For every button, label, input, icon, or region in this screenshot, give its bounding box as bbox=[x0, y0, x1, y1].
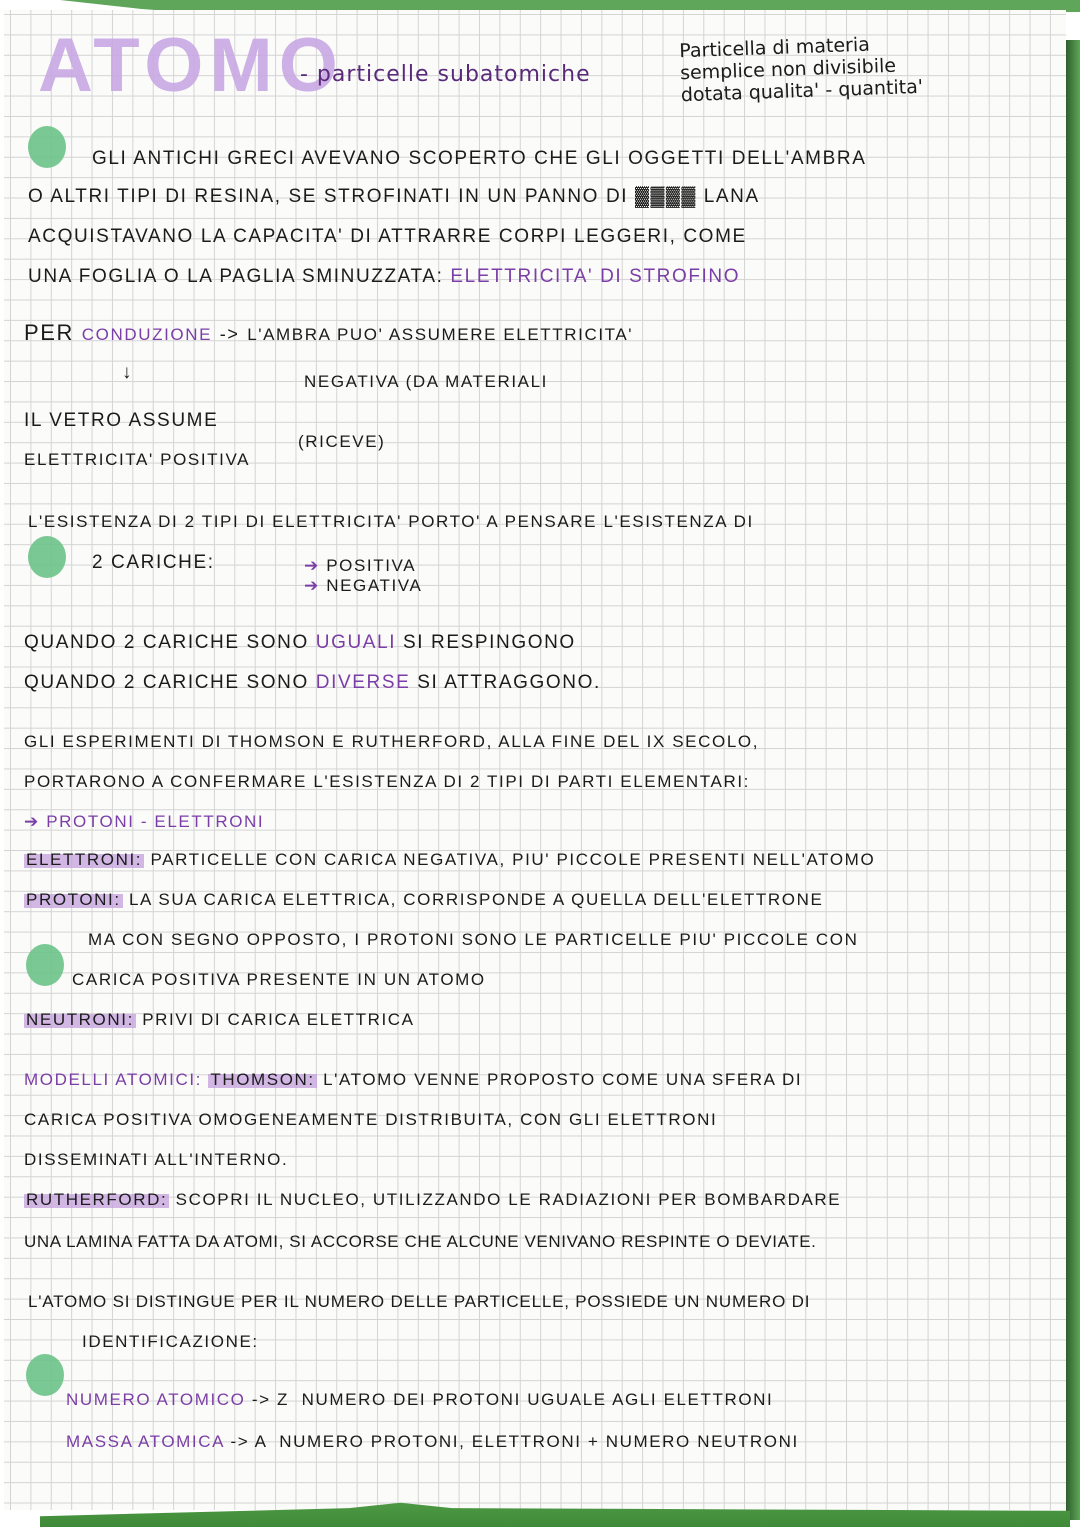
list-item bbox=[24, 812, 264, 832]
text-line: IL VETRO ASSUME bbox=[24, 410, 219, 431]
highlighted-term: ELETTRONI: bbox=[26, 850, 143, 869]
highlighted-term: THOMSON: bbox=[210, 1070, 315, 1089]
text-line: DISSEMINATI ALL'INTERNO. bbox=[24, 1150, 289, 1169]
arrow-bullet-icon: ➔ bbox=[304, 576, 320, 595]
list-item-label: PROTONI - ELETTRONI bbox=[46, 812, 265, 831]
text-fragment: SI ATTRAGGONO. bbox=[417, 672, 601, 693]
definition-line: semplice non divisibile bbox=[679, 54, 897, 85]
key-term: NUMERO ATOMICO bbox=[66, 1390, 246, 1409]
highlighted-term: NEUTRONI: bbox=[26, 1010, 134, 1029]
key-term: ELETTRICITA' DI STROFINO bbox=[450, 266, 741, 287]
symbol: -> Z bbox=[251, 1390, 289, 1409]
down-arrow-icon: ↓ bbox=[122, 362, 134, 383]
definition-line: Particella di materia bbox=[678, 33, 871, 63]
key-term: UGUALI bbox=[315, 632, 397, 653]
binder-hole bbox=[26, 1354, 64, 1396]
text-line: 2 CARICHE: bbox=[92, 552, 215, 573]
text-line bbox=[24, 320, 633, 346]
text-fragment: QUANDO 2 CARICHE SONO bbox=[24, 672, 309, 693]
text-line: UNA LAMINA FATTA DA ATOMI, SI ACCORSE CHE ALCUNE VENIVANO RESPINTE O DEVIATE. bbox=[24, 1232, 817, 1251]
text-fragment: LA SUA CARICA ELETTRICA, CORRISPONDE A QUELLA DELL'ELETTRONE bbox=[129, 890, 824, 909]
text-line bbox=[24, 1070, 802, 1090]
text-fragment: SCOPRI IL NUCLEO, UTILIZZANDO LE RADIAZIONI PER BOMBARDARE bbox=[175, 1190, 842, 1209]
arrow-bullet-icon: ➔ bbox=[304, 556, 320, 575]
text-line: (RICEVE) bbox=[298, 432, 386, 451]
text-line: GLI ESPERIMENTI DI THOMSON E RUTHERFORD, ALLA FINE DEL IX SECOLO, bbox=[24, 732, 760, 751]
text-line bbox=[24, 850, 875, 870]
text-line: MA CON SEGNO OPPOSTO, I PROTONI SONO LE PARTICELLE PIU' PICCOLE CON bbox=[88, 930, 859, 949]
definition-line: dotata qualita' - quantita' bbox=[680, 75, 924, 107]
text-fragment: QUANDO 2 CARICHE SONO bbox=[24, 632, 309, 653]
text-line: NEGATIVA (DA MATERIALI bbox=[304, 372, 548, 391]
text-fragment: SI RESPINGONO bbox=[402, 632, 576, 653]
text-fragment: UNA FOGLIA O LA PAGLIA SMINUZZATA: bbox=[28, 266, 444, 287]
text-line bbox=[24, 632, 576, 654]
page-subtitle: - particelle subatomiche bbox=[300, 62, 591, 87]
list-item-label: NEGATIVA bbox=[326, 576, 423, 595]
text-fragment: PER bbox=[24, 320, 75, 345]
background-right bbox=[1066, 40, 1080, 1520]
key-term: MODELLI ATOMICI: bbox=[24, 1070, 203, 1089]
binder-hole bbox=[26, 944, 64, 986]
text-fragment: L'AMBRA PUO' ASSUMERE ELETTRICITA' bbox=[247, 325, 634, 344]
text-line: IDENTIFICAZIONE: bbox=[82, 1332, 259, 1351]
list-item bbox=[304, 576, 422, 596]
text-line bbox=[66, 1432, 799, 1452]
text-line bbox=[24, 1190, 841, 1210]
key-term: MASSA ATOMICA bbox=[66, 1432, 225, 1451]
text-fragment: PRIVI DI CARICA ELETTRICA bbox=[142, 1010, 415, 1029]
page-title: ATOMO bbox=[38, 23, 344, 108]
list-item bbox=[304, 556, 416, 576]
text-fragment: NUMERO PROTONI, ELETTRONI + NUMERO NEUTRONI bbox=[279, 1432, 799, 1451]
text-line: CARICA POSITIVA PRESENTE IN UN ATOMO bbox=[72, 970, 486, 989]
text-line bbox=[66, 1390, 773, 1410]
text-line bbox=[24, 890, 823, 910]
binder-hole bbox=[28, 126, 66, 168]
text-line: GLI ANTICHI GRECI AVEVANO SCOPERTO CHE GLI OGGETTI DELL'AMBRA bbox=[92, 148, 867, 169]
text-line bbox=[28, 266, 740, 288]
text-line: ACQUISTAVANO LA CAPACITA' DI ATTRARRE CORPI LEGGERI, COME bbox=[28, 226, 747, 247]
text-fragment: L'ATOMO VENNE PROPOSTO COME UNA SFERA DI bbox=[323, 1070, 803, 1089]
text-fragment: PARTICELLE CON CARICA NEGATIVA, PIU' PICCOLE PRESENTI NELL'ATOMO bbox=[150, 850, 876, 869]
symbol: -> A bbox=[230, 1432, 267, 1451]
text-line bbox=[24, 672, 601, 694]
arrow-right-icon: -> bbox=[219, 324, 240, 344]
highlighted-term: RUTHERFORD: bbox=[26, 1190, 168, 1209]
text-line: O ALTRI TIPI DI RESINA, SE STROFINATI IN UN PANNO DI ▓▓▓▓ LANA bbox=[28, 186, 760, 207]
text-line: ELETTRICITA' POSITIVA bbox=[24, 450, 251, 469]
atom-definition bbox=[679, 28, 1041, 107]
text-line bbox=[24, 1010, 415, 1030]
arrow-bullet-icon: ➔ bbox=[24, 812, 40, 831]
text-line: CARICA POSITIVA OMOGENEAMENTE DISTRIBUITA, CON GLI ELETTRONI bbox=[24, 1110, 718, 1129]
key-term: CONDUZIONE bbox=[81, 325, 213, 344]
key-term: DIVERSE bbox=[315, 672, 411, 693]
text-line: PORTARONO A CONFERMARE L'ESISTENZA DI 2 TIPI DI PARTI ELEMENTARI: bbox=[24, 772, 750, 791]
text-line: L'ESISTENZA DI 2 TIPI DI ELETTRICITA' PORTO' A PENSARE L'ESISTENZA DI bbox=[28, 512, 754, 531]
text-line: L'ATOMO SI DISTINGUE PER IL NUMERO DELLE PARTICELLE, POSSIEDE UN NUMERO DI bbox=[28, 1292, 811, 1311]
highlighted-term: PROTONI: bbox=[26, 890, 121, 909]
text-fragment: NUMERO DEI PROTONI UGUALE AGLI ELETTRONI bbox=[301, 1390, 774, 1409]
binder-hole bbox=[28, 536, 66, 578]
list-item-label: POSITIVA bbox=[326, 556, 417, 575]
